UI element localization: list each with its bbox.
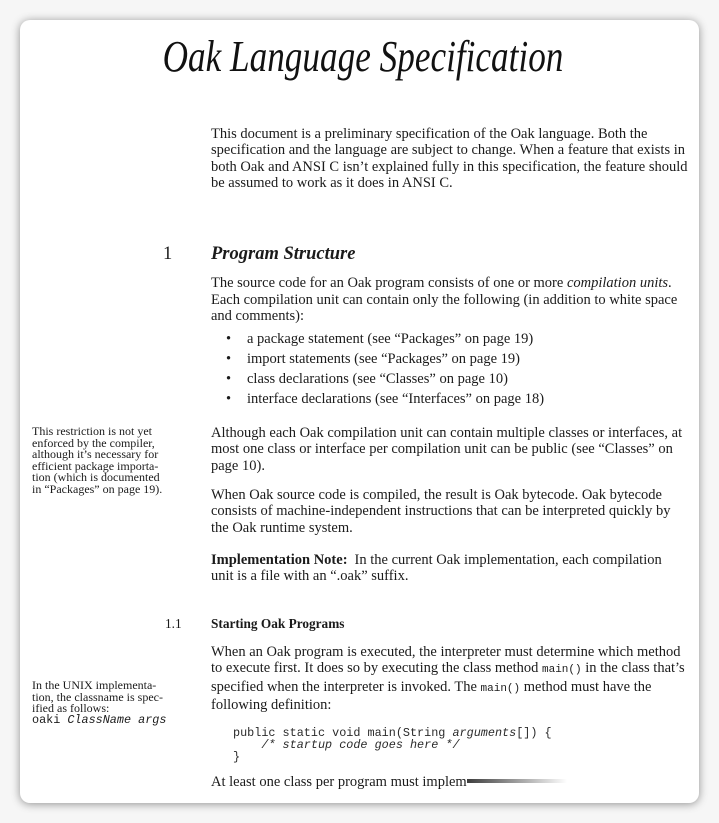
truncated-line	[211, 774, 567, 790]
code-block	[233, 727, 552, 763]
bullet-icon: •	[226, 351, 232, 367]
list-item-text: class declarations (see “Classes” on page 10)	[247, 371, 508, 387]
term-compilation-units: compilation units	[566, 275, 669, 291]
public-class-paragraph	[211, 425, 682, 474]
code-comment: /* startup code goes here */	[233, 738, 460, 752]
document-title: Oak Language Specification	[162, 32, 564, 81]
code-line: }	[233, 750, 241, 764]
paragraph-line: unit is a file with an “.oak” suffix.	[211, 568, 409, 585]
code-argument: arguments	[452, 726, 517, 740]
inline-code-main: main()	[542, 664, 582, 677]
section-heading: Program Structure	[211, 244, 356, 264]
margin-note-line: enforced by the compiler,	[32, 435, 155, 450]
margin-note-command	[32, 715, 166, 727]
margin-note-line: in “Packages” on page 19).	[32, 481, 163, 496]
paragraph-text: specified when the interpreter is invoked. The	[211, 678, 481, 695]
implementation-note	[211, 552, 662, 585]
bullet-icon: •	[226, 331, 232, 347]
list-item	[211, 389, 544, 409]
paragraph-line: consists of machine-independent instructions that can be interpreted quickly by	[211, 503, 671, 520]
program-structure-paragraph	[211, 275, 677, 325]
intro-line: both Oak and ANSI C isn’t explained fully in this specification, the feature should	[211, 158, 688, 175]
paragraph-line	[211, 679, 685, 697]
list-item	[211, 329, 544, 349]
bytecode-paragraph	[211, 487, 670, 536]
list-item-text: interface declarations (see “Interfaces” on page 18)	[247, 391, 545, 407]
bullet-icon: •	[226, 391, 232, 407]
paragraph-text: The source code for an Oak program consists of one or more	[211, 275, 567, 291]
code-text: public static void main(String	[233, 726, 453, 740]
paragraph-line: page 10).	[211, 457, 265, 474]
subsection-heading: Starting Oak Programs	[211, 616, 345, 631]
list-item	[211, 369, 544, 389]
paragraph-line: When Oak source code is compiled, the result is Oak bytecode. Oak bytecode	[211, 487, 662, 503]
margin-note-unix	[32, 680, 166, 727]
fade-out-overlay	[467, 779, 567, 783]
margin-note-line: tion, the classname is spec-	[32, 689, 163, 704]
paragraph-line: When an Oak program is executed, the interpreter must determine which method	[211, 644, 681, 660]
paragraph-line	[211, 275, 677, 292]
margin-note-line: In the UNIX implementa-	[32, 678, 157, 692]
paragraph-line: and comments):	[211, 308, 305, 324]
starting-programs-paragraph	[211, 644, 685, 714]
paragraph-text: .	[668, 275, 672, 291]
intro-line: This document is a preliminary specification of the Oak language. Both the	[211, 126, 648, 142]
paragraph-line: following definition:	[211, 697, 332, 714]
implementation-note-label: Implementation Note:	[211, 552, 348, 568]
bullet-icon: •	[226, 371, 232, 387]
margin-note-restriction	[32, 426, 162, 496]
paragraph-line: Although each Oak compilation unit can contain multiple classes or interfaces, at	[211, 425, 683, 441]
paragraph-text: to execute first. It does so by executing the class method	[211, 660, 542, 677]
bullet-list	[211, 329, 544, 409]
subsection-number: 1.1	[165, 616, 182, 631]
paragraph-line	[211, 660, 685, 678]
code-text: []) {	[516, 726, 552, 740]
command-name: oaki	[32, 713, 61, 728]
intro-line: be assumed to work as it does in ANSI C.	[211, 174, 453, 191]
intro-line: specification and the language are subject to change. When a feature that exists in	[211, 142, 686, 159]
inline-code-main: main()	[480, 682, 521, 695]
list-item-text: a package statement (see “Packages” on page 19)	[247, 331, 534, 347]
list-item-text: import statements (see “Packages” on page 19)	[247, 351, 520, 367]
paragraph-line: most one class or interface per compilation unit can be public (see “Classes” on	[211, 441, 673, 458]
list-item	[211, 349, 544, 369]
paragraph-line	[211, 552, 662, 568]
intro-paragraph	[211, 126, 688, 191]
margin-note-line: tion (which is documented	[32, 470, 160, 485]
margin-note-line: efficient package importa-	[32, 458, 159, 473]
paragraph-line: Each compilation unit can contain only the following (in addition to white space	[211, 291, 678, 308]
paragraph-text: in the class that’s	[581, 660, 685, 677]
paragraph-line: the Oak runtime system.	[211, 519, 353, 536]
margin-note-line: ified as follows:	[32, 701, 110, 716]
paragraph-text: method must have the	[520, 678, 652, 695]
section-number: 1	[163, 244, 173, 264]
command-args: ClassName args	[67, 713, 167, 728]
paragraph-text: In the current Oak implementation, each compilation	[354, 552, 662, 568]
margin-note-line: This restriction is not yet	[32, 424, 152, 438]
truncated-line-text: At least one class per program must implem	[211, 774, 467, 790]
margin-note-line: although it’s necessary for	[32, 447, 159, 462]
